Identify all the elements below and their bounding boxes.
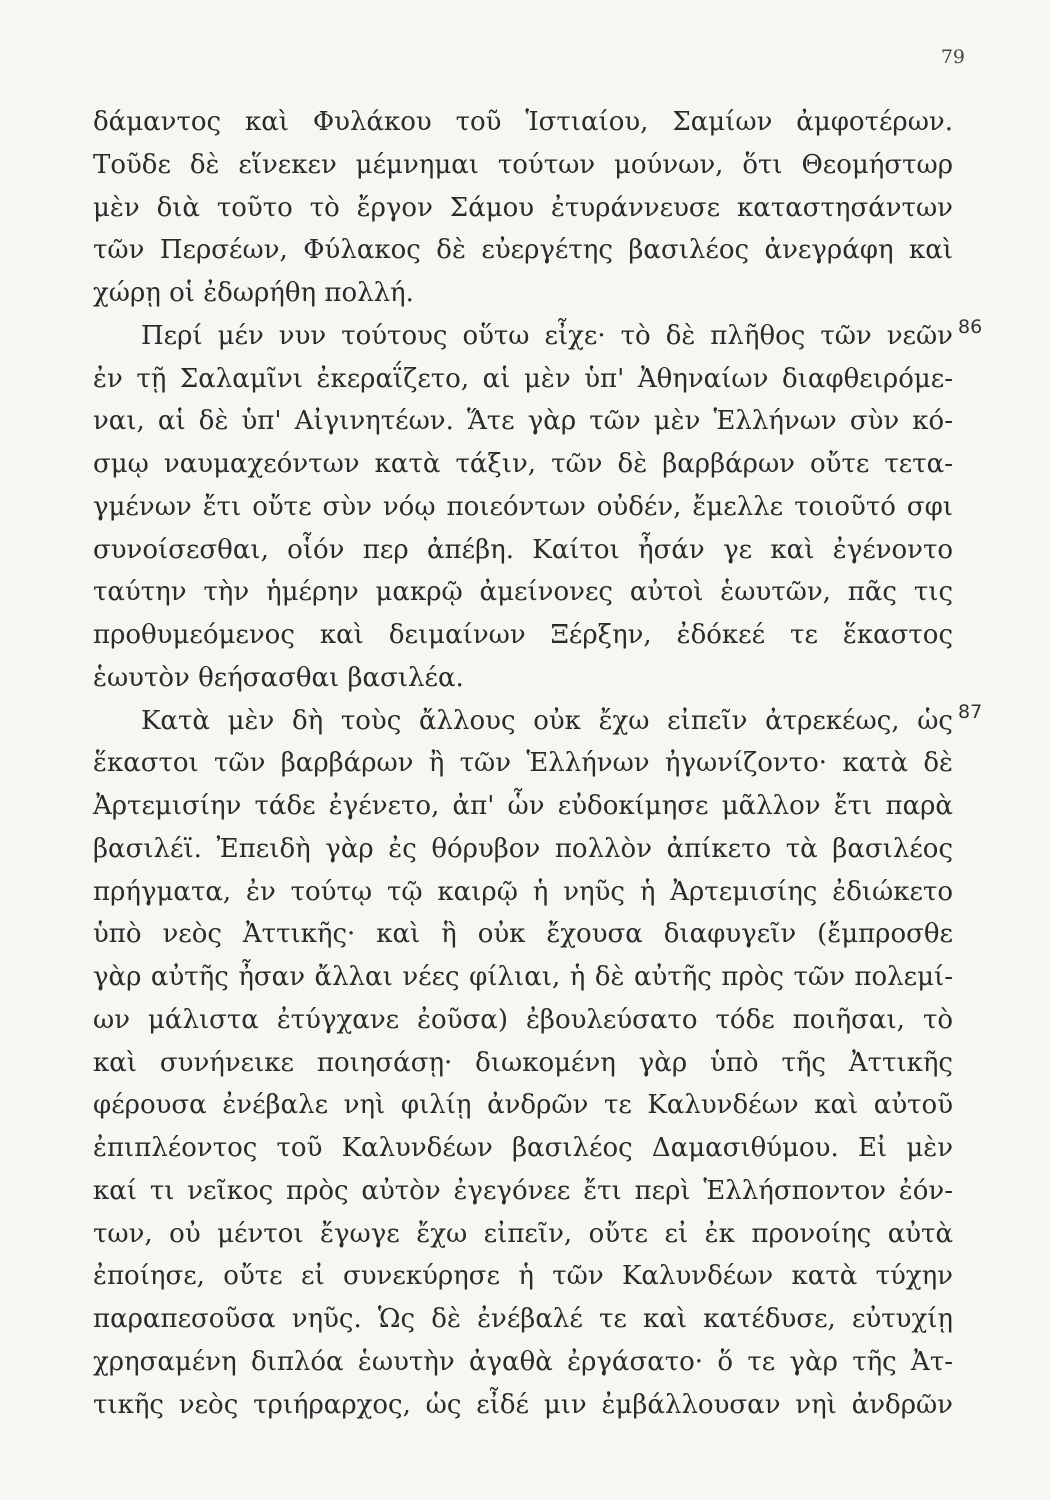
text-line: Περί μέν νυν τούτους οὕτω εἶχε· τὸ δὲ πλῆθος τῶν νεῶν xyxy=(141,320,953,351)
text-line: σμῳ ναυμαχεόντων κατὰ τάξιν, τῶν δὲ βαρβάρων οὔτε τετα- xyxy=(93,449,953,479)
text-line: ων μάλιστα ἐτύγχανε ἐοῦσα) ἐβουλεύσατο τόδε ποιῆσαι, τὸ xyxy=(93,1004,953,1035)
text-line: των, οὐ μέντοι ἔγωγε ἔχω εἰπεῖν, οὔτε εἰ ἐκ προνοίης αὐτὰ xyxy=(93,1218,953,1249)
section-number-86: 86 xyxy=(958,316,983,338)
main-text xyxy=(93,101,953,1426)
text-line: γὰρ αὐτῆς ἦσαν ἄλλαι νέες φίλιαι, ἡ δὲ αὐτῆς πρὸς τῶν πολεμί- xyxy=(93,962,953,992)
text-line: φέρουσα ἐνέβαλε νηὶ φιλίῃ ἀνδρῶν τε Καλυνδέων καὶ αὐτοῦ xyxy=(93,1090,953,1121)
text-line: μὲν διὰ τοῦτο τὸ ἔργον Σάμου ἐτυράννευσε καταστησάντων xyxy=(93,192,953,223)
text-line: χώρῃ οἱ ἐδωρήθη πολλή. xyxy=(93,278,414,308)
text-line: ἑωυτὸν θεήσασθαι βασιλέα. xyxy=(93,662,464,693)
text-line: τῶν Περσέων, Φύλακος δὲ εὐεργέτης βασιλέος ἀνεγράφη καὶ xyxy=(93,235,953,266)
text-line: Κατὰ μὲν δὴ τοὺς ἄλλους οὐκ ἔχω εἰπεῖν ἀτρεκέως, ὡς xyxy=(141,705,953,736)
text-line: καί τι νεῖκος πρὸς αὐτὸν ἐγεγόνεε ἔτι περὶ Ἑλλήσποντον ἐόν- xyxy=(93,1175,953,1206)
text-line: ἐν τῇ Σαλαμῖνι ἐκεραΐζετο, αἱ μὲν ὑπ' Ἀθηναίων διαφθειρόμε- xyxy=(93,363,953,394)
text-line: ἐποίησε, οὔτε εἰ συνεκύρησε ἡ τῶν Καλυνδέων κατὰ τύχην xyxy=(93,1261,953,1292)
text-line: παραπεσοῦσα νηῦς. Ὡς δὲ ἐνέβαλέ τε καὶ κατέδυσε, εὐτυχίῃ xyxy=(93,1304,953,1334)
text-line: δάμαντος καὶ Φυλάκου τοῦ Ἱστιαίου, Σαμίων ἀμφοτέρων. xyxy=(93,107,953,137)
text-line: πρήγματα, ἐν τούτῳ τῷ καιρῷ ἡ νηῦς ἡ Ἀρτεμισίης ἐδιώκετο xyxy=(93,876,953,907)
text-line: ναι, αἱ δὲ ὑπ' Αἰγινητέων. Ἅτε γὰρ τῶν μὲν Ἑλλήνων σὺν κό- xyxy=(93,406,953,437)
text-line: καὶ συνήνεικε ποιησάσῃ· διωκομένη γὰρ ὑπὸ τῆς Ἀττικῆς xyxy=(93,1047,953,1078)
text-line: Τοῦδε δὲ εἵνεκεν μέμνημαι τούτων μούνων, ὅτι Θεομήστωρ xyxy=(93,149,953,180)
page-number: 79 xyxy=(940,46,965,68)
text-line: τικῆς νεὸς τριήραρχος, ὡς εἶδέ μιν ἐμβάλλουσαν νηὶ ἀνδρῶν xyxy=(93,1389,953,1420)
text-line: βασιλέϊ. Ἐπειδὴ γὰρ ἐς θόρυβον πολλὸν ἀπίκετο τὰ βασιλέος xyxy=(93,833,953,864)
text-line: ἕκαστοι τῶν βαρβάρων ἢ τῶν Ἑλλήνων ἠγωνίζοντο· κατὰ δὲ xyxy=(93,748,953,779)
text-line: ταύτην τὴν ἡμέρην μακρῷ ἀμείνονες αὐτοὶ ἑωυτῶν, πᾶς τις xyxy=(93,577,953,608)
text-line: ὑπὸ νεὸς Ἀττικῆς· καὶ ἣ οὐκ ἔχουσα διαφυγεῖν (ἔμπροσθε xyxy=(93,919,953,950)
text-line: ἐπιπλέοντος τοῦ Καλυνδέων βασιλέος Δαμασιθύμου. Εἰ μὲν xyxy=(93,1133,953,1163)
text-line: συνοίσεσθαι, οἷόν περ ἀπέβη. Καίτοι ἦσάν γε καὶ ἐγένοντο xyxy=(93,534,953,565)
text-line: Ἀρτεμισίην τάδε ἐγένετο, ἀπ' ὧν εὐδοκίμησε μᾶλλον ἔτι παρὰ xyxy=(93,791,953,821)
text-line: γμένων ἔτι οὔτε σὺν νόῳ ποιεόντων οὐδέν, ἔμελλε τοιοῦτό σφι xyxy=(93,491,953,522)
text-line: χρησαμένη διπλόα ἑωυτὴν ἀγαθὰ ἐργάσατο· ὅ τε γὰρ τῆς Ἀτ- xyxy=(93,1346,953,1377)
text-line: προθυμεόμενος καὶ δειμαίνων Ξέρξην, ἐδόκεέ τε ἕκαστος xyxy=(93,620,953,650)
section-number-87: 87 xyxy=(958,701,983,723)
